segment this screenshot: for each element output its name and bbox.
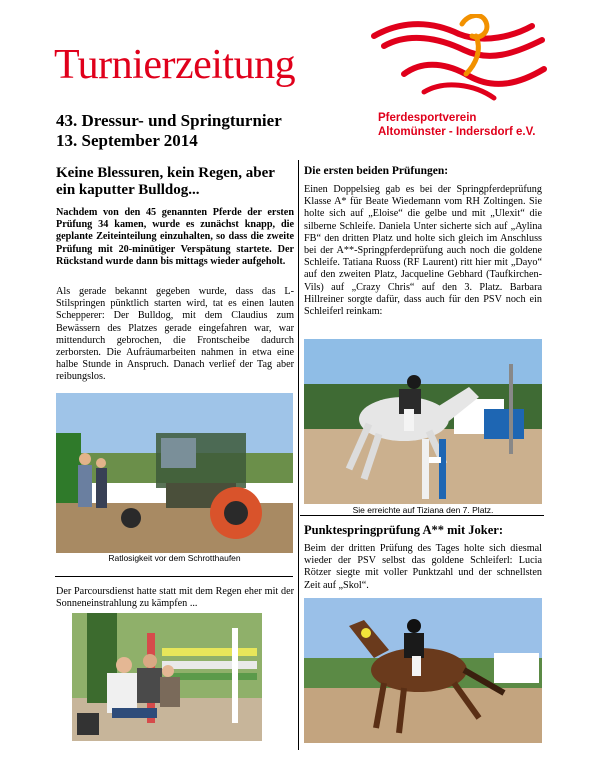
- article-right-heading2: Punktespringprüfung A** mit Joker:: [304, 523, 503, 537]
- club-location: Altomünster - Indersdorf e.V.: [378, 126, 536, 138]
- event-title: 43. Dressur- und Springturnier: [56, 111, 282, 130]
- event-date: 13. September 2014: [56, 131, 198, 150]
- section-divider: [300, 515, 544, 516]
- article-headline: Keine Blessuren, kein Regen, aber ein kaputter Bulldog...: [56, 165, 275, 198]
- article-right-heading: Die ersten beiden Prüfungen:: [304, 165, 449, 177]
- article-right-body: Einen Doppelsieg gab es bei der Springpferdeprüfung Klasse A* für Beate Wiedemann vom RH Zoltingen. Sie holte sich auf „Eloise“ die gelbe und mit „Ulexit“ die silberne Schleife. Daniela Unter sicherte sich auf „Aylina FB“ den dritten Platz und holte sich gleich im Anschluss bei der A**-Springpferdeprüfung auch noch die goldene Schleife. Tatiana Ruoss (RF Laurent) ritt hier mit „Dayo“ auf den zweiten Platz, Jacqueline Gebhard (Taufkirchen-Vils) auf „Crazy Chris“ auf den 3. Platz. Barbara Hillreiner sorgte dafür, dass auch für den PSV noch ein Schleiferl reinkam:: [304, 184, 542, 318]
- section-divider-left: [55, 576, 293, 577]
- parcours-text: Der Parcoursdienst hatte statt mit dem Regen eher mit der Sonneneinstrahlung zu kämpfen ...: [56, 586, 294, 610]
- photo-caption-right: Sie erreichte auf Tiziana den 7. Platz.: [352, 505, 494, 515]
- article-lead: Nachdem von den 45 genannten Pferde der ersten Prüfung 34 kamen, wurde es zunächst knapp, die geplante Zeiteinteilung einzuhalten, so dass die zweite Prüfung mit 20-minütiger Verspätung startete. Der Rückstand wurde dann bis mittags wieder aufgeholt.: [56, 207, 294, 267]
- photo-parcours-team: [72, 613, 262, 741]
- photo-broken-tractor: [56, 393, 293, 553]
- photo-show-jumping-brown: [304, 598, 542, 743]
- photo-caption: Ratlosigkeit vor dem Schrotthaufen: [108, 553, 241, 563]
- photo-show-jumping-grey: [304, 339, 542, 504]
- club-name: Pferdesportverein: [378, 112, 477, 124]
- article-body: Als gerade bekannt gegeben wurde, dass das L-Stilspringen pünktlich starten wird, tat es einen lauten Schepperer: Der Bulldog, mit dem Claudius zum Bewässern des Platzes gerade eingefahren war, war mittendurch gebrochen, die Frontscheibe dadurch zerborsten. Die Aufräumarbeiten nahmen in etwa eine halbe Stunde in Anspruch. Danach verlief der Tag aber reibungslos.: [56, 286, 294, 383]
- column-divider: [298, 160, 299, 750]
- article-right-body2: Beim der dritten Prüfung des Tages holte sich diesmal wieder der PSV selbst das goldene Schleiferl: Lucia Rötzer siegte mit voller Punktzahl und der schnellsten Zeit auf „Skol“.: [304, 543, 542, 591]
- newspaper-title: Turnierzeitung: [54, 42, 296, 88]
- club-logo: [364, 14, 554, 109]
